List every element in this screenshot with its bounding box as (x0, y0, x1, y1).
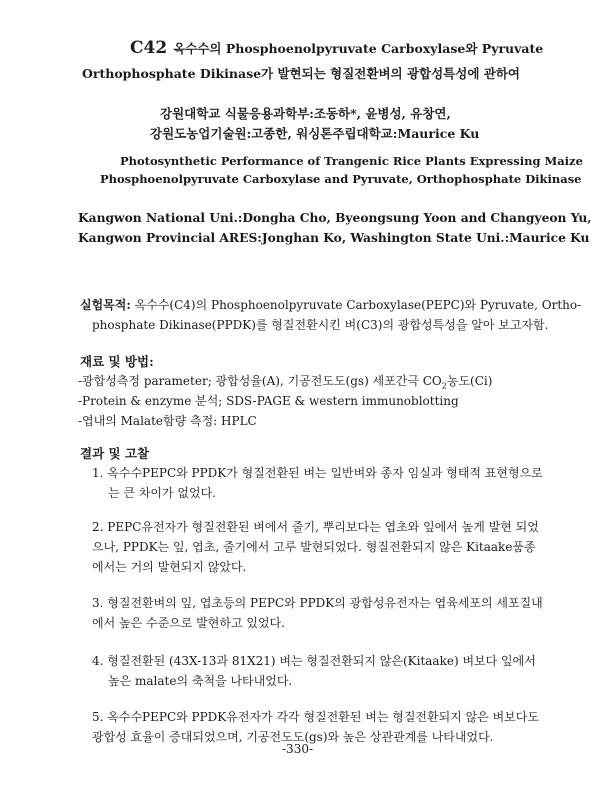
objective-line-2: phosphate Dikinase(PPDK)를 형질전환시킨 벼(C3)의 광합성특성을 알아 보고자함. (92, 318, 549, 332)
result-2-line-2: 으나, PPDK는 잎, 엽초, 줄기에서 고루 발현되었다. 형질전환되지 않은 Kitaake품종 (92, 540, 536, 554)
methods-item-1-suffix: 농도(Ci) (446, 374, 493, 388)
co2-subscript: 2 (441, 381, 447, 391)
korean-title-line-2: Orthophosphate Dikinase가 발현되는 형질전환벼의 광합성특성에 관하여 (82, 66, 520, 81)
korean-title-text-1: 옥수수의 Phosphoenolpyruvate Carboxylase와 Pyruvate (173, 41, 544, 56)
english-authors-line-2: Kangwon Provincial ARES:Jonghan Ko, Washington State Uni.:Maurice Ku (78, 230, 590, 245)
result-3-line-2: 에서 높은 수준으로 발현하고 있었다. (92, 616, 285, 630)
objective-label: 실험목적: (80, 298, 131, 312)
methods-item-1 (78, 372, 492, 390)
abstract-code: C42 (130, 38, 168, 58)
result-2-line-3: 에서는 거의 발현되지 않았다. (92, 560, 247, 574)
result-5-line-2: 광합성 효율이 증대되었으며, 기공전도도(gs)와 높은 상관관계를 나타내었다. (92, 730, 494, 744)
methods-item-1-text: -광합성측정 parameter; 광합성율(A), 기공전도도(gs) 세포간극 CO (78, 374, 442, 388)
objective-text-1: 옥수수(C4)의 Phosphoenolpyruvate Carboxylase(PEPC)와 Pyruvate, Ortho- (134, 298, 582, 312)
korean-authors-line-1: 강원대학교 식물응용과학부:조동하*, 윤병성, 유창연, (160, 106, 451, 121)
methods-item-2: -Protein & enzyme 분석; SDS-PAGE & western immunoblotting (78, 394, 459, 408)
result-4-line-2: 높은 malate의 축척을 나타내었다. (108, 674, 293, 688)
objective-line-1 (80, 296, 581, 313)
result-5-line-1: 5. 옥수수PEPC와 PPDK유전자가 각각 형질전환된 벼는 형질전환되지 않은 벼보다도 (92, 710, 539, 724)
result-2-line-1: 2. PEPC유전자가 형질전환된 벼에서 줄기, 뿌리보다는 엽초와 잎에서 높게 발현 되었 (92, 520, 539, 534)
english-title-line-2: Phosphoenolpyruvate Carboxylase and Pyruvate, Orthophosphate Dikinase (100, 172, 582, 186)
page-number: -330- (282, 742, 314, 756)
results-heading: 결과 및 고찰 (80, 446, 150, 461)
english-authors-line-1: Kangwon National Uni.:Dongha Cho, Byeongsung Yoon and Changyeon Yu, (78, 210, 592, 225)
result-3-line-1: 3. 형질전환벼의 잎, 엽초등의 PEPC와 PPDK의 광합성유전자는 엽육세포의 세포질내 (92, 596, 543, 610)
methods-item-3: -엽내의 Malate함량 측정: HPLC (78, 414, 257, 428)
methods-heading: 재료 및 방법: (80, 354, 154, 369)
result-4-line-1: 4. 형질전환된 (43X-13과 81X21) 벼는 형질전환되지 않은(Kitaake) 벼보다 잎에서 (92, 654, 536, 668)
result-1-line-1: 1. 옥수수PEPC와 PPDK가 형질전환된 벼는 일반벼와 종자 임실과 형태적 표현형으로 (92, 466, 543, 480)
korean-authors-line-2: 강원도농업기술원:고종한, 워싱톤주립대학교:Maurice Ku (150, 126, 480, 141)
korean-title-line-1 (130, 38, 543, 58)
result-1-line-2: 는 큰 차이가 없었다. (108, 486, 216, 500)
english-title-line-1: Photosynthetic Performance of Trangenic Rice Plants Expressing Maize (120, 154, 583, 168)
